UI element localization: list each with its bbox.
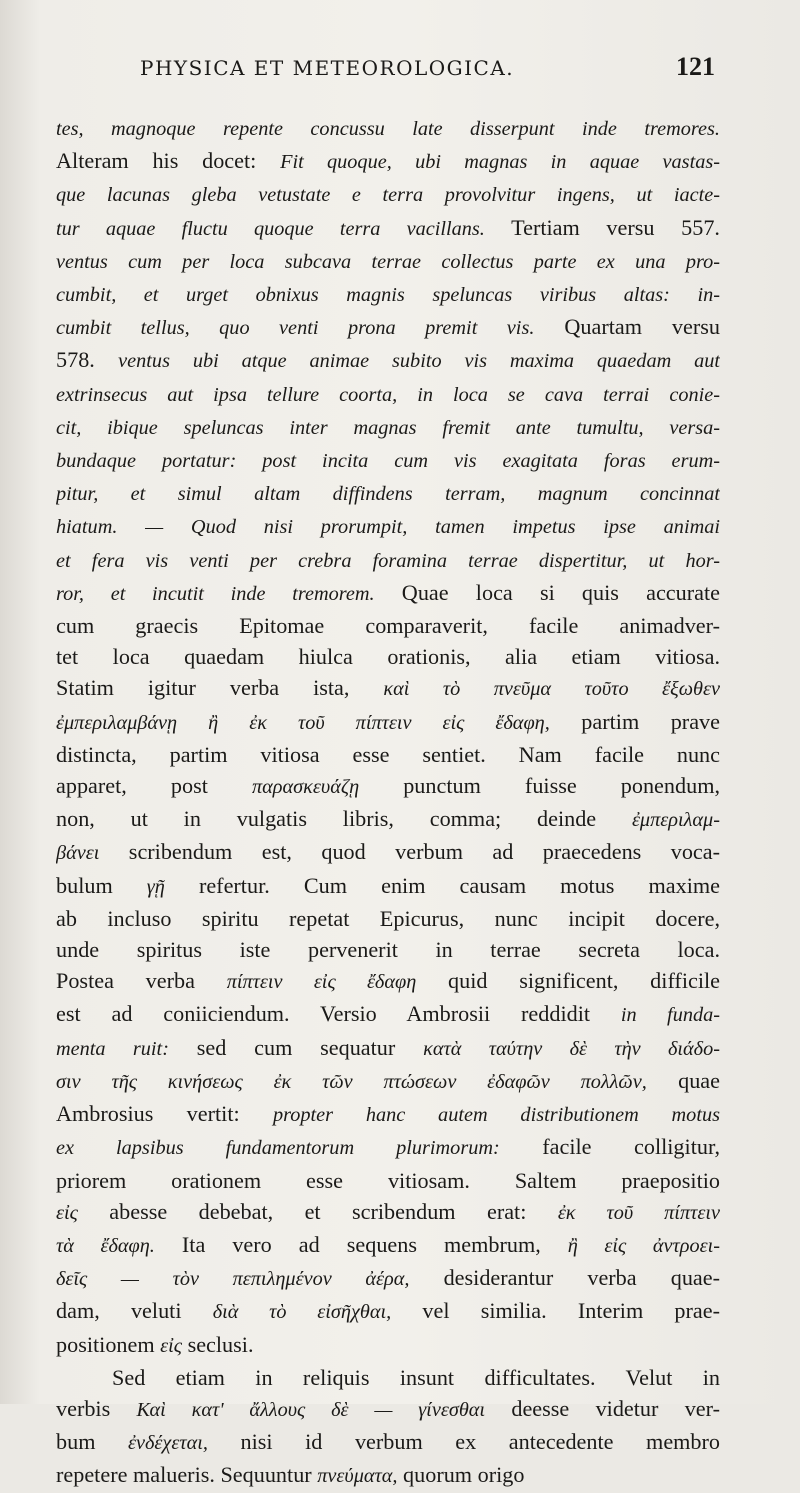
- roman-segment: punctum fuisse ponendum,: [359, 773, 720, 799]
- italic-segment: menta ruit:: [56, 1037, 169, 1060]
- roman-segment: positionem: [56, 1331, 161, 1357]
- italic-segment: δεῖς — τὸν πεπιλημένον ἀέρα,: [56, 1268, 410, 1291]
- text-line: [56, 344, 720, 377]
- italic-segment: εἰς: [160, 1334, 183, 1357]
- roman-segment: unde spiritus iste pervenerit in terrae secreta loca.: [56, 937, 720, 963]
- text-line: [56, 934, 720, 965]
- roman-segment: non, ut in vulgatis libris, comma; deinde: [56, 806, 632, 832]
- text-line: [56, 803, 720, 836]
- text-line: [56, 836, 720, 869]
- text-line: [56, 1131, 720, 1164]
- roman-segment: quorum origo: [397, 1462, 525, 1488]
- roman-segment: refertur. Cum enim causam motus maxime: [164, 872, 720, 898]
- text-line: [56, 1459, 720, 1492]
- text-line: [56, 1262, 720, 1295]
- roman-segment: Quae loca si quis accurate: [374, 579, 720, 605]
- roman-segment: distincta, partim vitiosa esse sentiet. Nam facile nunc: [56, 741, 720, 767]
- italic-segment: εἰς: [56, 1201, 78, 1224]
- italic-segment: ἢ εἰς ἀντροει-: [567, 1234, 720, 1257]
- roman-segment: bum: [56, 1429, 129, 1455]
- italic-segment: cumbit tellus, quo venti prona premit vis.: [56, 317, 535, 340]
- italic-segment: tur aquae fluctu quoque terra vacillans.: [56, 217, 485, 240]
- text-line: [56, 477, 720, 510]
- italic-segment: pitur, et simul altam diffindens terram, magnum concinnat: [56, 483, 720, 506]
- roman-segment: verbis: [56, 1395, 137, 1421]
- roman-segment: Quartam versu: [534, 314, 720, 340]
- italic-segment: Fit quoque, ubi magnas in aquae vastas-: [280, 151, 720, 174]
- roman-segment: priorem orationem esse vitiosam. Saltem praepositio: [56, 1167, 720, 1193]
- text-line: [56, 770, 720, 803]
- italic-segment: σιν τῆς κινήσεως ἐκ τῶν πτώσεων ἐδαφῶν πολλῶν,: [56, 1070, 647, 1093]
- italic-segment: βάνει: [56, 842, 100, 865]
- italic-segment: in funda-: [620, 1004, 720, 1027]
- text-line: [56, 998, 720, 1031]
- italic-segment: ἐμπεριλαμβάνῃ ἢ ἐκ τοῦ πίπτειν εἰς ἔδαφη,: [56, 711, 550, 734]
- text-line: [56, 212, 720, 245]
- italic-segment: tes, magnoque repente concussu late disserpunt inde tremores.: [56, 118, 720, 140]
- italic-segment: παρασκευάζῃ: [251, 776, 360, 799]
- text-line: [56, 544, 720, 577]
- italic-segment: ventus ubi atque animae subito vis maxima quaedam aut: [118, 350, 720, 373]
- italic-segment: πνεύματα,: [317, 1465, 398, 1488]
- text-line: [56, 610, 720, 641]
- italic-segment: τὰ ἔδαφη.: [56, 1234, 155, 1257]
- italic-segment: extrinsecus aut ipsa tellure coorta, in loca se cava terrai conie-: [56, 383, 720, 406]
- text-line: [56, 112, 720, 145]
- text-line: [56, 965, 720, 998]
- roman-segment: est ad coniiciendum. Versio Ambrosii reddidit: [56, 1001, 621, 1027]
- body-text: [56, 112, 720, 1493]
- italic-segment: πίπτειν εἰς ἔδαφη: [226, 971, 417, 994]
- roman-segment: facile colligitur,: [499, 1134, 720, 1160]
- text-line: [56, 739, 720, 770]
- roman-segment: desiderantur verba quae-: [409, 1265, 720, 1291]
- roman-segment: nisi id verbum ex antecedente membro: [207, 1429, 720, 1455]
- text-line: [56, 1032, 720, 1065]
- italic-segment: ἐκ τοῦ πίπτειν: [557, 1201, 720, 1224]
- roman-segment: apparet, post: [56, 773, 252, 799]
- text-line: [56, 903, 720, 934]
- roman-segment: abesse debebat, et scribendum erat:: [77, 1198, 558, 1224]
- text-line: [56, 311, 720, 344]
- italic-segment: que lacunas gleba vetustate e terra provolvitur ingens, ut iacte-: [56, 184, 720, 207]
- roman-segment: Statim igitur verba ista,: [56, 675, 384, 701]
- roman-segment: Postea verba: [56, 968, 227, 994]
- text-line: [56, 145, 720, 178]
- text-line: [56, 706, 720, 739]
- text-line: [56, 510, 720, 543]
- italic-segment: bundaque portatur: post incita cum vis exagitata foras erum-: [56, 450, 720, 473]
- italic-segment: καὶ τὸ πνεῦμα τοῦτο ἔξωθεν: [383, 678, 720, 701]
- text-line: [56, 1196, 720, 1229]
- text-line: [56, 1098, 720, 1131]
- italic-segment: κατὰ ταύτην δὲ τὴν διάδο-: [423, 1037, 720, 1060]
- roman-segment: deesse videtur ver-: [485, 1395, 720, 1421]
- text-line: [56, 1329, 720, 1362]
- page-header: [140, 52, 715, 92]
- italic-segment: et fera vis venti per crebra foramina terrae dispertitur, ut hor-: [56, 549, 720, 572]
- roman-segment: vel similia. Interim prae-: [391, 1298, 720, 1324]
- roman-segment: seclusi.: [182, 1331, 254, 1357]
- roman-segment: cum graecis Epitomae comparaverit, facile animadver-: [56, 613, 720, 639]
- roman-segment: scribendum est, quod verbum ad praecedens voca-: [99, 839, 720, 865]
- italic-segment: γῇ: [146, 875, 165, 898]
- italic-segment: ventus cum per loca subcava terrae collectus parte ex una pro-: [56, 250, 720, 273]
- text-line: [56, 378, 720, 411]
- italic-segment: Καὶ κατ' ἄλλους δὲ — γίνεσθαι: [136, 1398, 486, 1421]
- roman-segment: quae: [646, 1067, 720, 1093]
- roman-segment: repetere malueris. Sequuntur: [56, 1462, 318, 1488]
- text-line: [56, 1229, 720, 1262]
- italic-segment: ἐνδέχεται,: [128, 1432, 208, 1455]
- text-line: [56, 1165, 720, 1196]
- text-line: [56, 672, 720, 705]
- italic-segment: propter hanc autem distributionem motus: [272, 1104, 720, 1127]
- text-line: [56, 577, 720, 610]
- text-line: [56, 278, 720, 311]
- page-number: 121: [676, 52, 715, 81]
- roman-segment: quid significent, difficile: [416, 968, 720, 994]
- text-line: [56, 411, 720, 444]
- italic-segment: ror, et incutit inde tremorem.: [56, 582, 375, 605]
- text-line: [56, 1295, 720, 1328]
- roman-segment: Ita vero ad sequens membrum,: [154, 1231, 568, 1257]
- roman-segment: Sed etiam in reliquis insunt difficultates. Velut in: [112, 1364, 720, 1390]
- text-line: [56, 641, 720, 672]
- roman-segment: partim prave: [549, 708, 720, 734]
- roman-segment: sed cum sequatur: [168, 1034, 424, 1060]
- roman-segment: ab incluso spiritu repetat Epicurus, nunc incipit docere,: [56, 905, 720, 931]
- italic-segment: cumbit, et urget obnixus magnis speluncas viribus altas: in-: [56, 284, 720, 307]
- roman-segment: dam, veluti: [56, 1298, 213, 1324]
- running-head: PHYSICA ET METEOROLOGICA.: [140, 56, 515, 80]
- roman-segment: tet loca quaedam hiulca orationis, alia etiam vitiosa.: [56, 644, 720, 670]
- roman-segment: Tertiam versu 557.: [484, 214, 720, 240]
- text-line: [56, 1426, 720, 1459]
- roman-segment: 578.: [56, 347, 119, 373]
- text-line: [56, 245, 720, 278]
- text-line: [56, 1065, 720, 1098]
- italic-segment: ex lapsibus fundamentorum plurimorum:: [56, 1137, 500, 1160]
- roman-segment: Ambrosius vertit:: [56, 1101, 273, 1127]
- italic-segment: hiatum. — Quod nisi prorumpit, tamen impetus ipse animai: [56, 516, 720, 539]
- text-line: [56, 1362, 720, 1393]
- roman-segment: Alteram his docet:: [56, 148, 281, 174]
- italic-segment: διὰ τὸ εἰσῆχθαι,: [212, 1301, 392, 1324]
- roman-segment: bulum: [56, 872, 147, 898]
- text-line: [56, 178, 720, 211]
- text-line: [56, 1393, 720, 1426]
- italic-segment: cit, ibique speluncas inter magnas fremit ante tumultu, versa-: [56, 416, 720, 439]
- italic-segment: ἐμπεριλαμ-: [631, 809, 720, 832]
- text-line: [56, 444, 720, 477]
- text-line: [56, 870, 720, 903]
